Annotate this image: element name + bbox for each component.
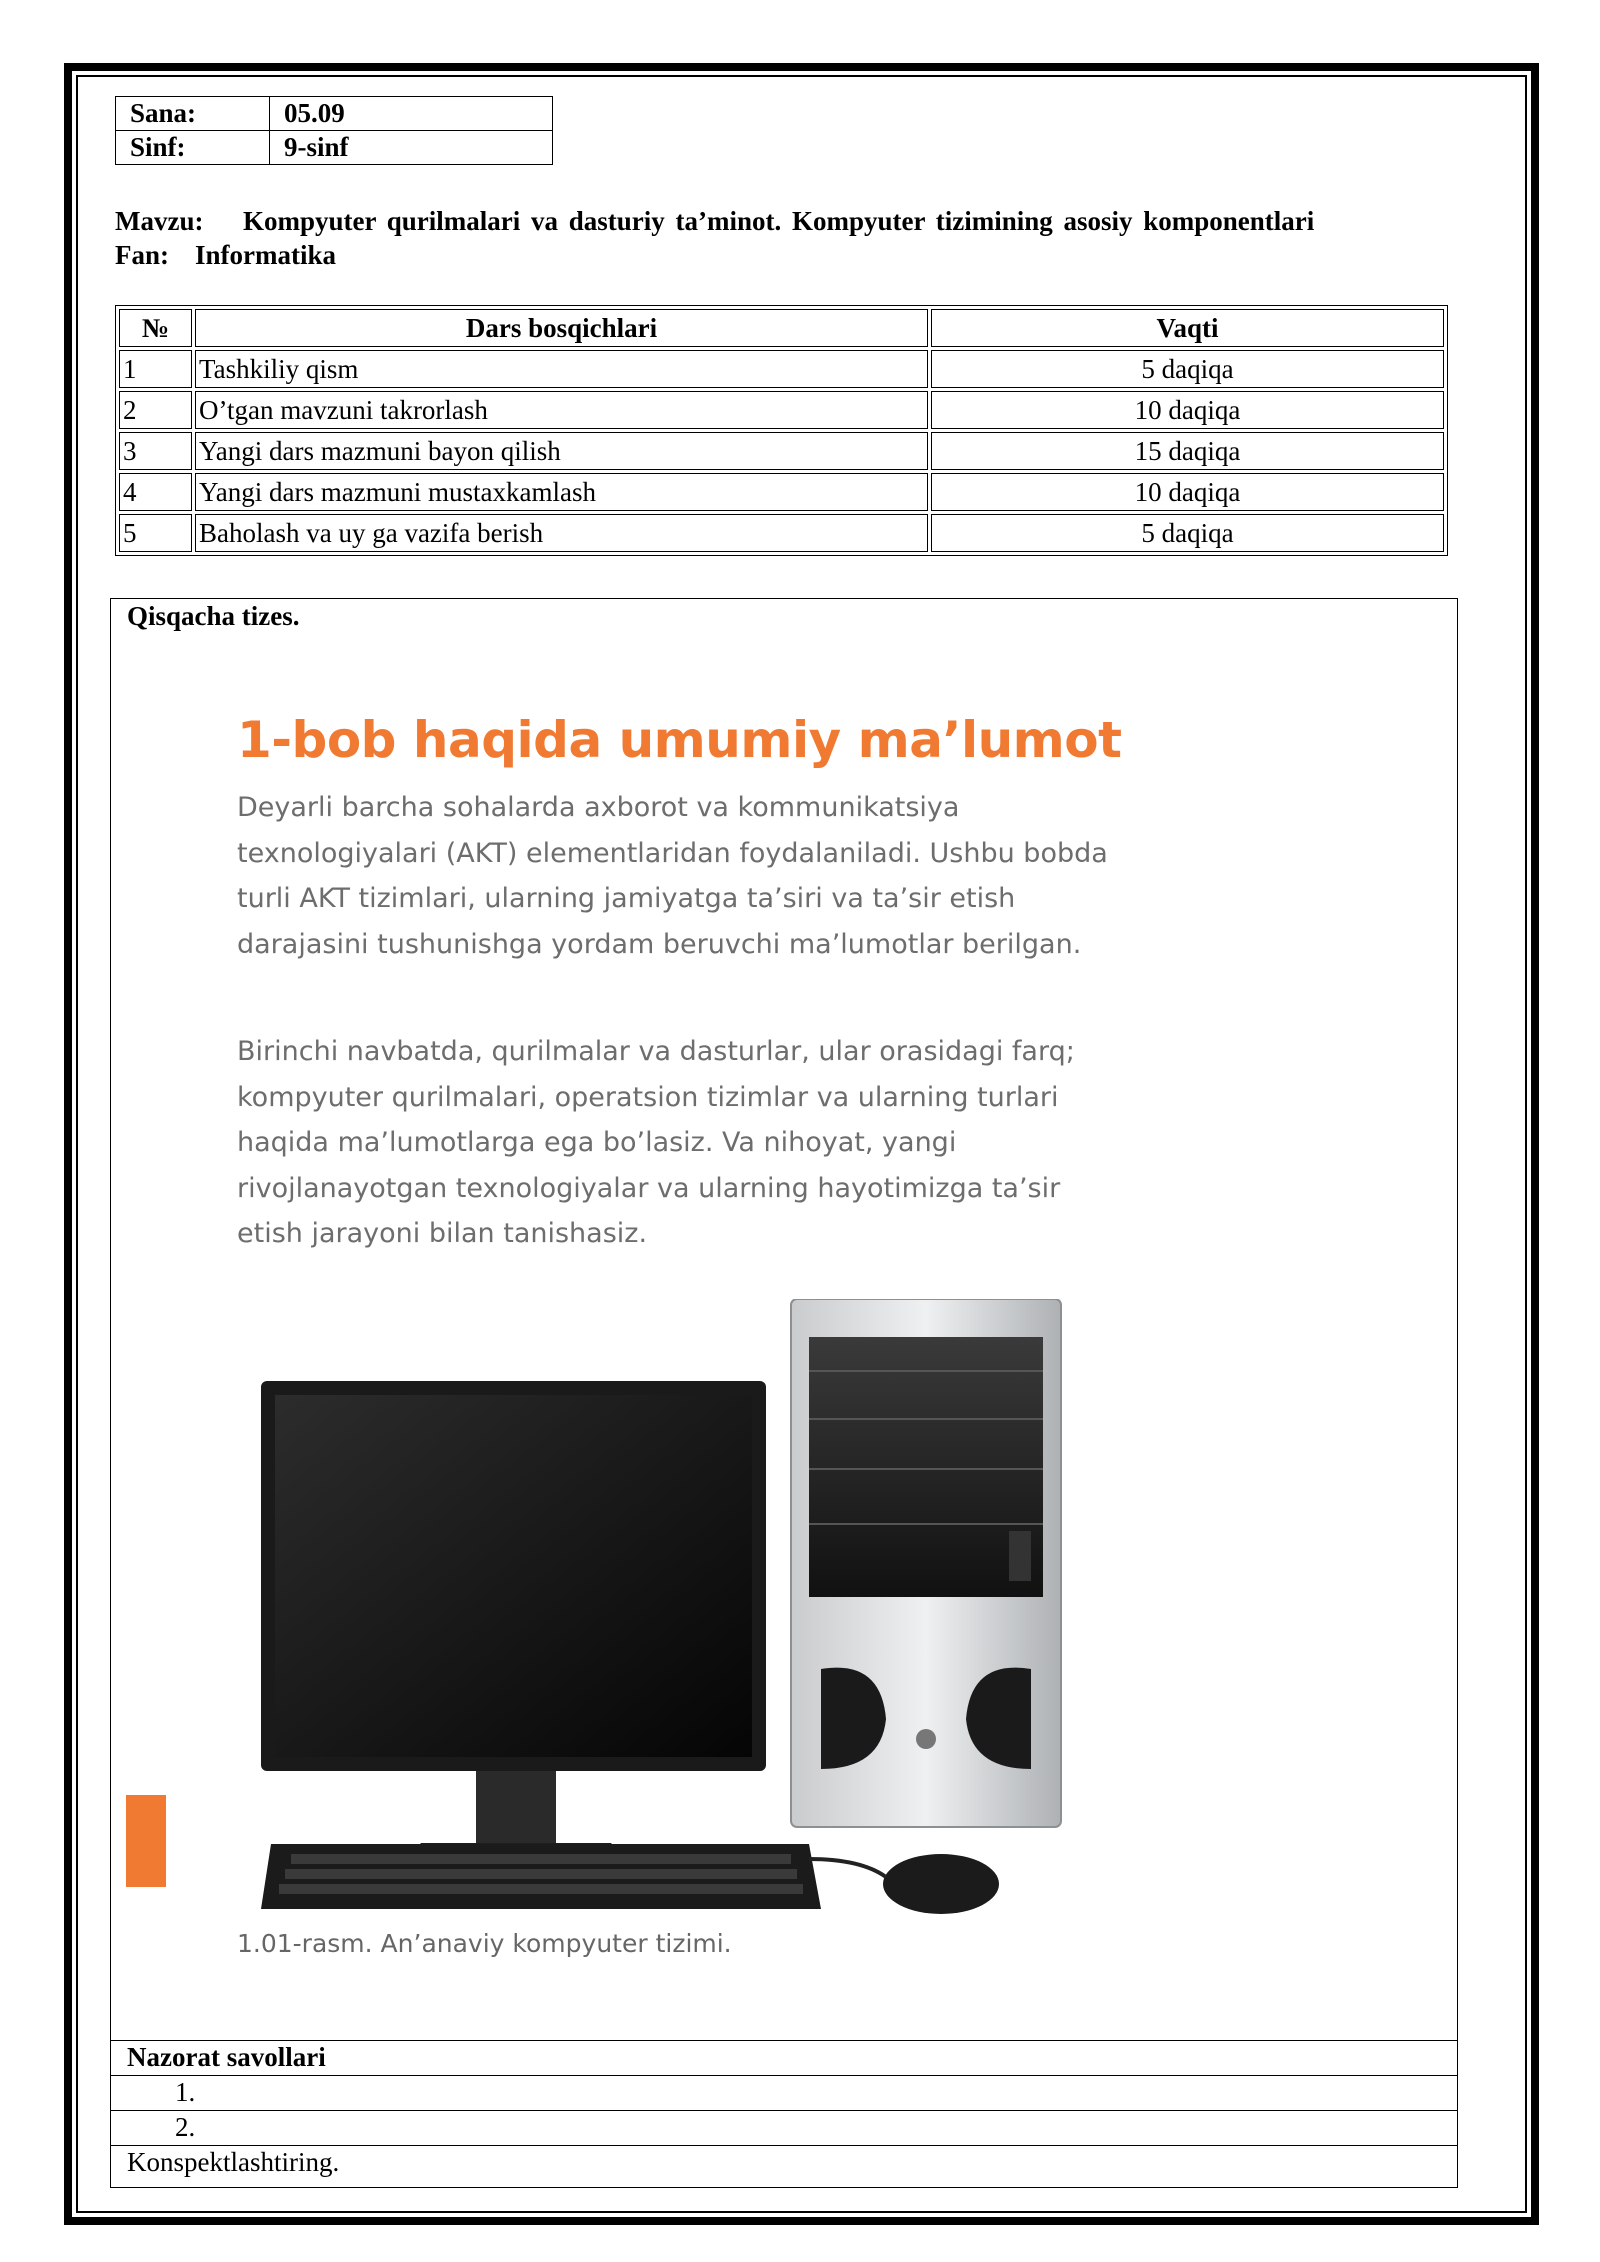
row-stage: O’tgan mavzuni takrorlash [195,391,928,429]
lesson-topic-block [115,204,1435,272]
row-number: 1 [119,350,192,388]
class-row [116,131,553,165]
date-row [116,97,553,131]
book-paragraph-2: Birinchi navbatda, qurilmalar va dasturlar, ular orasidagi farq; kompyuter qurilmalari, operatsion tizimlar va ularning turlari haqida ma’lumotlarga ega bo’lasiz. Va nihoyat, yangi rivojlanayotgan texnologiyalar va ularning hayotimizga ta’sir etish jarayoni bilan tanishasiz. [237,1036,1075,1249]
question-number: 2. [175,2112,196,2142]
table-row [119,391,1444,429]
table-row [119,432,1444,470]
row-time: 10 daqiqa [931,473,1444,511]
lesson-stages-table [115,305,1448,556]
book-paragraph-1: Deyarli barcha sohalarda axborot va kommunikatsiya texnologiyalari (AKT) elementlaridan foydalaniladi. Ushbu bobda turli AKT tizimlari, ularning jamiyatga ta’siri va ta’sir etish darajasini tushunishga yordam beruvchi ma’lumotlar berilgan. [237,792,1108,960]
row-number: 4 [119,473,192,511]
summary-title: Qisqacha tizes. [127,601,300,631]
class-label: Sinf: [116,131,270,165]
figure-caption: 1.01-rasm. An’anaviy kompyuter tizimi. [237,1929,732,1958]
date-value: 05.09 [270,97,553,131]
row-stage: Yangi dars mazmuni mustaxkamlash [195,473,928,511]
header-time: Vaqti [931,309,1444,347]
header-stage: Dars bosqichlari [195,309,928,347]
row-number: 3 [119,432,192,470]
subject-label: Fan: [115,240,169,270]
homework-task: Konspektlashtiring. [127,2147,340,2177]
header-number: № [119,309,192,347]
table-row [119,473,1444,511]
class-value: 9-sinf [270,131,553,165]
control-questions-title: Nazorat savollari [127,2042,326,2072]
control-questions-row [111,2040,1457,2075]
list-item [111,2075,1457,2110]
table-row [119,514,1444,552]
row-number: 2 [119,391,192,429]
row-stage: Yangi dars mazmuni bayon qilish [195,432,928,470]
mouse-icon [809,1854,999,1914]
topic-row [115,204,1435,238]
book-chapter-title: 1-bob haqida umumiy ma’lumot [237,711,1122,769]
row-time: 10 daqiqa [931,391,1444,429]
task-row [111,2145,1457,2180]
orange-page-tab [126,1795,166,1887]
computer-system-illustration [261,1299,1211,1919]
question-number: 1. [175,2077,196,2107]
stages-header-row [119,309,1444,347]
row-stage: Tashkiliy qism [195,350,928,388]
keyboard-icon [261,1844,821,1909]
list-item [111,2110,1457,2145]
row-time: 5 daqiqa [931,514,1444,552]
row-stage: Baholash va uy ga vazifa berish [195,514,928,552]
date-label: Sana: [116,97,270,131]
date-class-table [115,96,553,165]
row-time: 5 daqiqa [931,350,1444,388]
computer-tower-icon [791,1299,1061,1827]
row-number: 5 [119,514,192,552]
row-time: 15 daqiqa [931,432,1444,470]
topic-value: Kompyuter qurilmalari va dasturiy ta’minot. Kompyuter tizimining asosiy komponentlari [243,206,1315,236]
summary-box [110,598,1458,2188]
subject-value: Informatika [195,240,336,270]
topic-label: Mavzu: [115,206,204,236]
subject-row [115,238,1435,272]
table-row [119,350,1444,388]
monitor-icon [261,1381,766,1865]
